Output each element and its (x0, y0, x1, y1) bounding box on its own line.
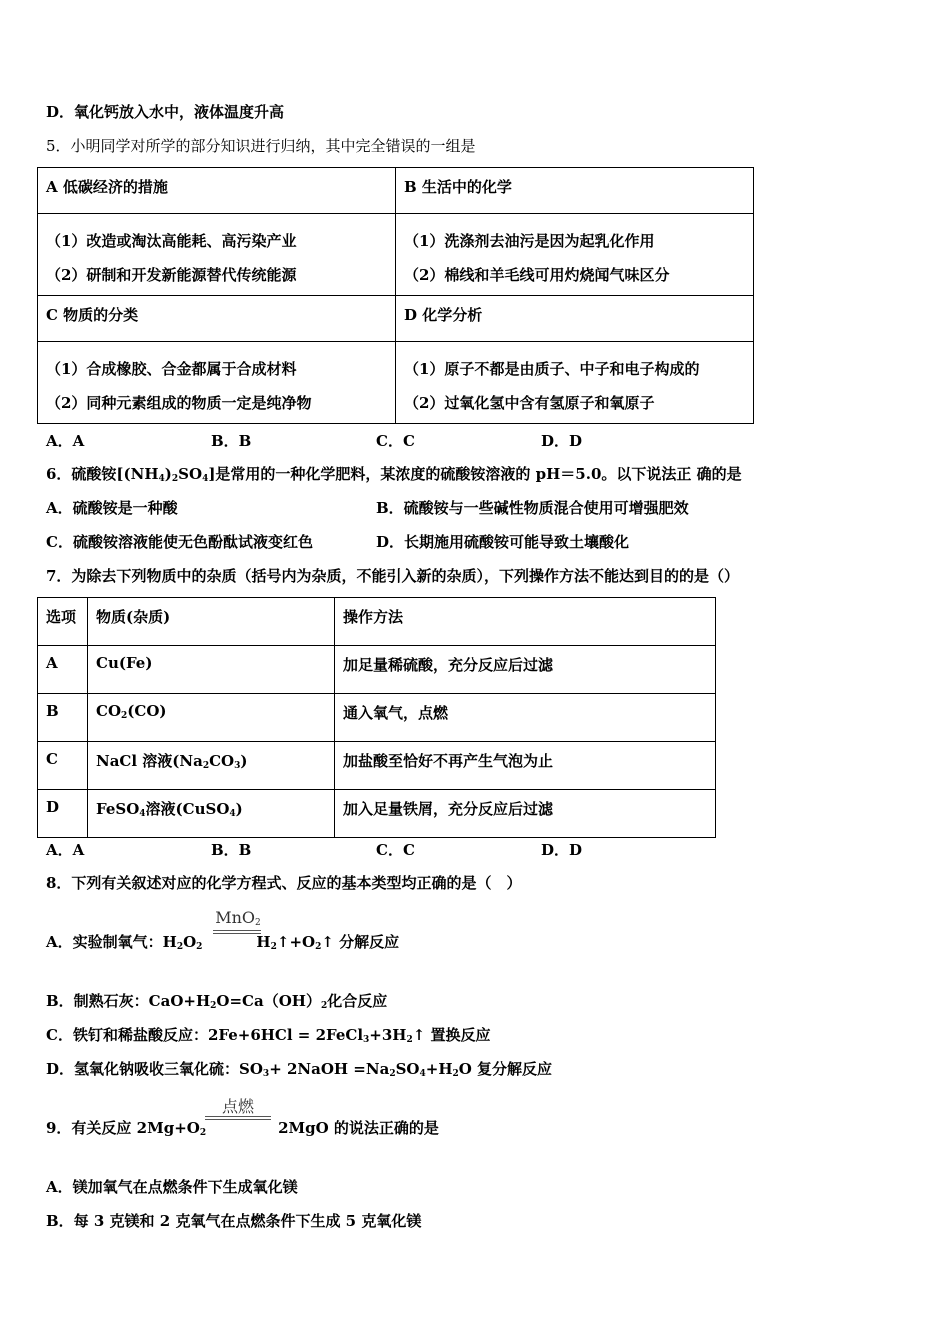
formula-sub: 2 (202, 761, 210, 771)
formula-part: CO (96, 702, 122, 720)
q5-options (46, 430, 706, 451)
formula-part: FeSO (96, 800, 140, 818)
q5-table (37, 167, 754, 424)
q6-option-d[interactable]: D．长期施用硫酸铵可能导致土壤酸化 (376, 533, 630, 551)
q8-option-a[interactable] (46, 932, 399, 952)
q7-header-substance: 物质(杂质) (88, 598, 335, 646)
q7-row-method: 加入足量铁屑，充分反应后过滤 (335, 790, 716, 838)
q7-option-a[interactable]: A．A (46, 841, 85, 859)
eq-sub: 4 (419, 1069, 426, 1079)
q5-option-a[interactable]: A．A (46, 432, 85, 450)
q9-option-a[interactable]: A．镁加氧气在点燃条件下生成氧化镁 (46, 1178, 298, 1196)
q7-row-option: C (38, 742, 88, 790)
table-row (38, 790, 716, 838)
q6-sub: 4 (158, 474, 165, 484)
q7-options (46, 839, 706, 860)
q8-option-d[interactable] (46, 1059, 552, 1079)
eq-sub: 2 (406, 1035, 413, 1045)
eq-part: 9．有关反应 2Mg+O (46, 1119, 200, 1137)
q8-equals-arrow (213, 930, 261, 934)
eq-sub: 2 (315, 942, 322, 952)
q5-b1: （1）洗涤剂去油污是因为起乳化作用 (404, 232, 655, 250)
eq-sub: 2 (210, 1001, 217, 1011)
q7-header-method: 操作方法 (335, 598, 716, 646)
formula-part: NaCl 溶液(Na (96, 752, 203, 770)
eq-sub: 2 (176, 942, 184, 952)
formula-part: ) (240, 752, 248, 770)
q5-c1: （1）合成橡胶、合金都属于合成材料 (46, 360, 297, 378)
q7-option-d[interactable]: D．D (541, 841, 583, 859)
eq-sub: 3 (363, 1035, 370, 1045)
eq-part: O=Ca（OH） (216, 992, 321, 1010)
q5-c2: （2）同种元素组成的物质一定是纯净物 (46, 394, 312, 412)
q7-row-substance: Cu(Fe) (88, 646, 335, 694)
eq-sub: 2 (452, 1069, 459, 1079)
eq-part: +3H (369, 1026, 407, 1044)
q5-cell-d-title: D 化学分析 (396, 296, 754, 342)
q6-stem-text: ) (164, 465, 172, 483)
eq-part: B．制熟石灰：CaO+H (46, 992, 211, 1010)
q5-cell-b-body (396, 214, 754, 296)
table-row (38, 694, 716, 742)
eq-part: ↑ 分解反应 (321, 933, 400, 951)
q5-cell-a-body (38, 214, 396, 296)
q7-row-option: B (38, 694, 88, 742)
q5-option-c[interactable]: C．C (376, 432, 415, 450)
cond-text: MnO (215, 908, 256, 927)
q9-stem (46, 1118, 439, 1138)
formula-sub: 4 (229, 809, 236, 819)
formula-part: ) (235, 800, 243, 818)
q6-sub: 4 (202, 474, 209, 484)
q8-option-c[interactable] (46, 1025, 491, 1045)
formula-part: (CO) (127, 702, 167, 720)
q6-stem-text: ]是常用的一种化学肥料，某浓度的硫酸铵溶液的 pH＝5.0。以下说法正 确的是 (208, 465, 742, 483)
formula-part: CO (209, 752, 235, 770)
q9-condition-label: 点燃 (221, 1097, 254, 1116)
q5-b2: （2）棉线和羊毛线可用灼烧闻气味区分 (404, 266, 670, 284)
eq-sub: 2 (270, 942, 277, 952)
q7-row-method: 加足量稀硫酸，充分反应后过滤 (335, 646, 716, 694)
q5-cell-b-title: B 生活中的化学 (396, 168, 754, 214)
q6-stem-text: 6．硫酸铵[(NH (46, 465, 159, 483)
q5-cell-c-body (38, 342, 396, 424)
cond-sub: 2 (255, 918, 261, 928)
q5-d1: （1）原子不都是由质子、中子和电子构成的 (404, 360, 700, 378)
eq-part: O 复分解反应 (458, 1060, 553, 1078)
q5-option-b[interactable]: B．B (211, 432, 252, 450)
q6-sub: 2 (171, 474, 179, 484)
q7-header-option: 选项 (38, 598, 88, 646)
eq-part: A．实验制氧气：H (46, 933, 177, 951)
eq-part: O (183, 933, 197, 951)
eq-sub: 2 (196, 942, 203, 952)
q8-catalyst-label (212, 908, 264, 927)
eq-sub: 2 (199, 1128, 207, 1138)
q7-stem: 7．为除去下列物质中的杂质（括号内为杂质，不能引入新的杂质），下列操作方法不能达到目的的是（） (46, 567, 739, 585)
q7-option-c[interactable]: C．C (376, 841, 415, 859)
q5-cell-c-title: C 物质的分类 (38, 296, 396, 342)
eq-part: 化合反应 (327, 992, 388, 1010)
table-row (38, 742, 716, 790)
q5-cell-d-body (396, 342, 754, 424)
q8-option-b[interactable] (46, 991, 387, 1011)
formula-part: 溶液(CuSO (145, 800, 230, 818)
q6-option-c[interactable]: C．硫酸铵溶液能使无色酚酞试液变红色 (46, 533, 313, 551)
q4-option-d: D．氧化钙放入水中，液体温度升高 (46, 103, 285, 121)
eq-part: 2MgO 的说法正确的是 (278, 1119, 439, 1137)
formula-sub: 2 (121, 711, 128, 721)
q7-row-method: 加盐酸至恰好不再产生气泡为止 (335, 742, 716, 790)
eq-part: C．铁钉和稀盐酸反应：2Fe+6HCl = 2FeCl (46, 1026, 364, 1044)
eq-part: + 2NaOH =Na (269, 1060, 390, 1078)
q5-a1: （1）改造或淘汰高能耗、高污染产业 (46, 232, 297, 250)
eq-part: ↑ 置换反应 (412, 1026, 491, 1044)
q7-table (37, 597, 716, 838)
eq-part: H (256, 933, 271, 951)
eq-part: ↑+O (276, 933, 316, 951)
q6-stem (46, 464, 742, 484)
q5-cell-a-title: A 低碳经济的措施 (38, 168, 396, 214)
q7-row-substance (88, 694, 335, 742)
eq-sub: 3 (262, 1069, 270, 1079)
q7-row-method: 通入氧气，点燃 (335, 694, 716, 742)
q7-row-substance (88, 742, 335, 790)
formula-sub: 4 (139, 809, 146, 819)
formula-sub: 3 (234, 761, 241, 771)
eq-part: +H (425, 1060, 453, 1078)
q9-option-b[interactable]: B．每 3 克镁和 2 克氧气在点燃条件下生成 5 克氧化镁 (46, 1212, 422, 1230)
q5-d2: （2）过氧化氢中含有氢原子和氧原子 (404, 394, 655, 412)
q5-option-d[interactable]: D．D (541, 432, 583, 450)
q5-stem: 5．小明同学对所学的部分知识进行归纳，其中完全错误的一组是 (46, 137, 476, 155)
q7-row-option: D (38, 790, 88, 838)
q6-option-b[interactable]: B．硫酸铵与一些碱性物质混合使用可增强肥效 (376, 499, 689, 517)
q5-a2: （2）研制和开发新能源替代传统能源 (46, 266, 297, 284)
q6-stem-text: SO (178, 465, 203, 483)
q6-option-a[interactable]: A．硫酸铵是一种酸 (46, 499, 178, 517)
q7-option-b[interactable]: B．B (211, 841, 252, 859)
eq-sub: 2 (320, 1001, 328, 1011)
eq-part: D．氢氧化钠吸收三氧化硫：SO (46, 1060, 263, 1078)
q7-row-substance (88, 790, 335, 838)
eq-part: SO (395, 1060, 420, 1078)
q7-row-option: A (38, 646, 88, 694)
table-row (38, 646, 716, 694)
eq-sub: 2 (389, 1069, 396, 1079)
q9-equals-arrow (205, 1116, 271, 1120)
q8-stem: 8．下列有关叙述对应的化学方程式、反应的基本类型均正确的是（ ） (46, 874, 522, 892)
